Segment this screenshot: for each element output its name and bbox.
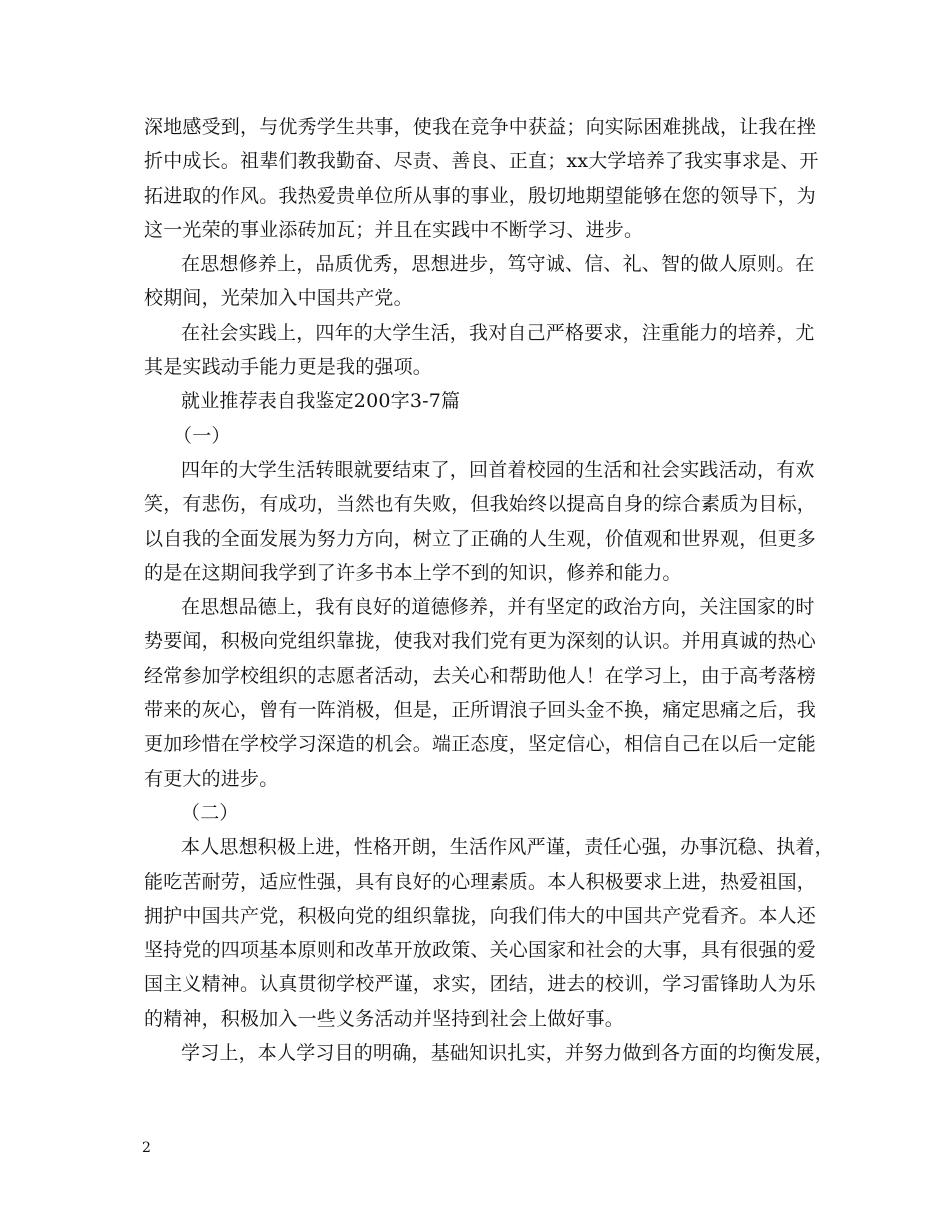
text-line: 在社会实践上，四年的大学生活，我对自己严格要求，注重能力的培养，尤 <box>181 321 815 344</box>
text-line: 在思想修养上，品质优秀，思想进步，笃守诚、信、礼、智的做人原则。在 <box>181 253 815 276</box>
text-line: 折中成长。祖辈们教我勤奋、尽责、善良、正直；xx大学培养了我实事求是、开 <box>144 150 819 173</box>
text-line: 的精神，积极加入一些义务活动并坚持到社会上做好事。 <box>144 1007 625 1030</box>
text-line: 在思想品德上，我有良好的道德修养，并有坚定的政治方向，关注国家的时 <box>181 596 815 619</box>
text-line: 就业推荐表自我鉴定200字3-7篇 <box>181 390 461 413</box>
text-line: 深地感受到，与优秀学生共事，使我在竞争中获益；向实际困难挑战，让我在挫 <box>144 116 817 138</box>
text-line: 校期间，光荣加入中国共产党。 <box>144 287 413 310</box>
text-line: 拥护中国共产党，积极向党的组织靠拢，向我们伟大的中国共产党看齐。本人还 <box>144 904 817 927</box>
text-line: 能吃苦耐劳，适应性强，具有良好的心理素质。本人积极要求上进，热爱祖国， <box>144 870 817 893</box>
text-line: 其是实践动手能力更是我的强项。 <box>144 356 433 379</box>
text-line: 学习上，本人学习目的明确，基础知识扎实，并努力做到各方面的均衡发展， <box>181 1042 834 1065</box>
text-line: 以自我的全面发展为努力方向，树立了正确的人生观，价值观和世界观，但更多 <box>144 527 817 550</box>
text-line: 国主义精神。认真贯彻学校严谨，求实，团结，进去的校训，学习雷锋助人为乐 <box>144 973 817 996</box>
text-line: （二） <box>181 801 239 824</box>
text-line: 带来的灰心，曾有一阵消极，但是，正所谓浪子回头金不换，痛定思痛之后，我 <box>144 699 817 722</box>
text-line: （一） <box>173 424 231 447</box>
page-number: 2 <box>142 1140 151 1156</box>
body-text <box>144 110 834 1070</box>
text-line: 更加珍惜在学校学习深造的机会。端正态度，坚定信心，相信自己在以后一定能 <box>144 733 817 756</box>
text-line: 的是在这期间我学到了许多书本上学不到的知识，修养和能力。 <box>144 561 682 584</box>
text-line: 笑，有悲伤，有成功，当然也有失败，但我始终以提高自身的综合素质为目标， <box>144 493 817 516</box>
text-line: 经常参加学校组织的志愿者活动，去关心和帮助他人！在学习上，由于高考落榜 <box>144 664 817 687</box>
text-line: 坚持党的四项基本原则和改革开放政策、关心国家和社会的大事，具有很强的爱 <box>144 939 817 962</box>
text-line: 本人思想积极上进，性格开朗，生活作风严谨，责任心强，办事沉稳、执着， <box>181 836 834 859</box>
text-line: 这一光荣的事业添砖加瓦；并且在实践中不断学习、进步。 <box>144 218 644 241</box>
text-line: 拓进取的作风。我热爱贵单位所从事的事业，殷切地期望能够在您的领导下，为 <box>144 184 817 207</box>
text-line: 势要闻，积极向党组织靠拢，使我对我们党有更为深刻的认识。并用真诚的热心 <box>144 630 817 653</box>
text-line: 有更大的进步。 <box>144 767 279 790</box>
text-line: 四年的大学生活转眼就要结束了，回首着校园的生活和社会实践活动，有欢 <box>181 458 815 481</box>
